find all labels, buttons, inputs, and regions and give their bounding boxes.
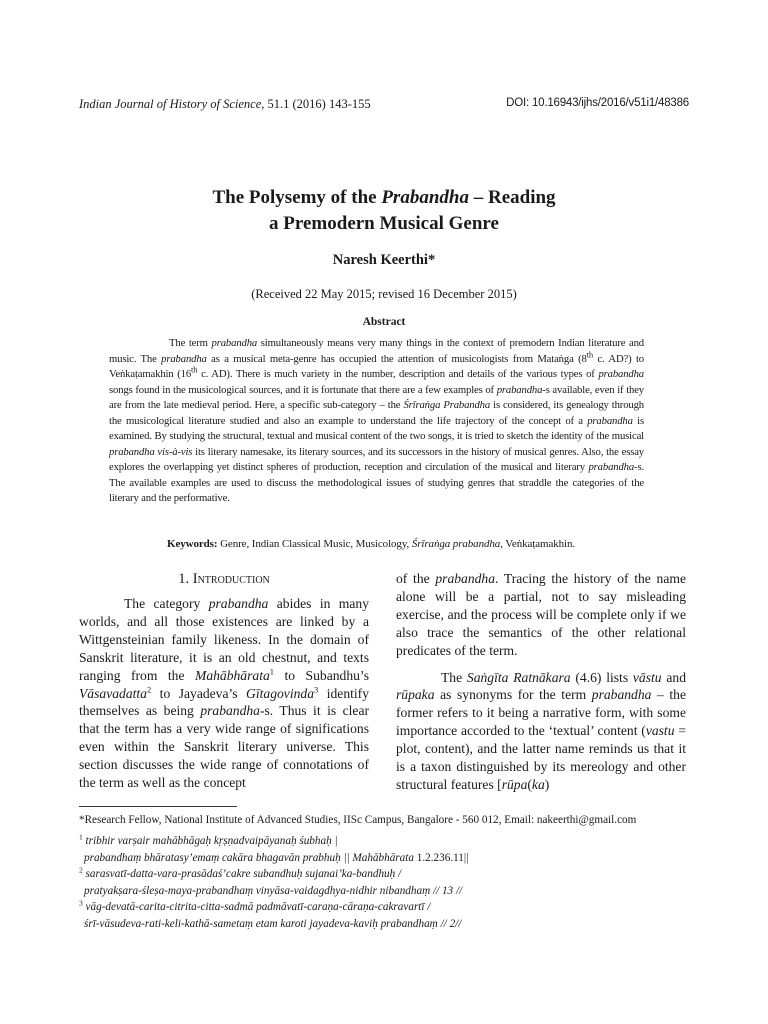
abstract-run: its literary namesake, its literary sources, and its successors in the history of musical genres. Also, the essay explores the overlapping yet distinct spheres of production, reception and circulation of the musical and literary [109,445,644,473]
author: Naresh Keerthi* [332,252,436,268]
abstract-sup: th [586,348,594,359]
footnote-text: pratyakṣara-śleṣa-maya-prabandhaṃ vinyāsa-vaidagdhya-nidhir nibandhaṃ // 13 // [84,884,463,897]
keywords-text: Śrīraṅga prabandha [411,538,501,550]
journal-volume: 51.1 (2016) 143-155 [267,97,371,111]
text-run: -s. Thus it is clear that the term has a very wide range of significations even within the Sanskrit literary universe. This section discusses the wide range of connotations of the term as well as the concept [79,703,370,791]
footnote-text: śrī-vāsudeva-rati-keli-kathā-sametaṃ etam karoti jayadeva-kaviḥ prabandhaṃ // 2// [84,917,462,930]
footnote-2 [79,866,694,899]
text-run: prabandha [591,687,652,703]
text-run: = plot, content), and the latter name reminds us that it is a taxon distinguished by its mereology and other structural features [ [396,723,686,792]
text-run: identify themselves as being [79,685,370,719]
abstract-run: prabandha [588,461,635,473]
footnote-number: 1 [79,832,83,842]
body-column-left [79,570,369,792]
abstract-run: Śrīraṅga Prabandha [403,399,491,411]
text-run: ka [531,776,545,792]
abstract-run: c. AD). There is much variety in the number, description and details of the various types of [197,368,599,380]
text-run: ( [527,776,532,792]
text-run: prabandha [208,596,269,611]
text-run: The category [124,596,209,611]
journal-name: Indian Journal of History of Science, [79,97,265,111]
abstract-run: prabandha [211,337,258,349]
title-part: The Polysemy of the [212,187,382,208]
abstract-run: songs found in the musicological sources, and it is fortunate that there are a few examples of [109,383,497,396]
abstract-heading: Abstract [362,316,406,328]
text-run: as synonyms for the term [434,687,592,703]
abstract-text [109,336,644,507]
footnote-text: sarasvatī-datta-vara-prasādaś’cakre subandhuḥ sujanai’ka-bandhuḥ / [82,868,402,880]
text-run: prabandha [435,571,496,586]
footnote-divider [79,806,237,807]
paragraph [396,570,686,660]
keywords-text: Genre, Indian Classical Music, Musicology, [217,538,412,550]
text-run: to Jayadeva’s [151,685,247,701]
keywords-label: Keywords: [167,538,218,550]
abstract-run: The term [169,337,212,349]
received-dates: (Received 22 May 2015; revised 16 December 2015) [251,287,517,301]
abstract-run: as a musical meta-genre has occupied the attention of musicologists from Mataṅga (8 [206,352,587,365]
text-run: abides in many worlds, and all those existences are linked by a Wittgensteinian family likeness. In the domain of Sanskrit literature, it is an old chestnut, and texts ranging from the [79,596,369,683]
section-number: 1. [178,571,193,587]
abstract-run: is examined. By studying the structural, textual and musical content of the two songs, it is tried to sketch the identity of the musical [109,414,644,442]
article-title [79,185,689,237]
abstract-run: c. AD?) to Veṅkaṭamakhin (16 [109,352,644,380]
abstract-run: prabandha [587,414,633,427]
text-run: to Subandhu’s [274,667,369,683]
text-run: Saṅgīta Ratnākara [466,669,571,685]
text-run: vastu [645,723,675,739]
section-title: ntroduction [197,572,270,587]
abstract-run: simultaneously means very many things in the context of premodern Indian literature and music. The [109,337,644,365]
text-run: – the former refers to it being a narrative form, with some importance accorded to the ‘textual’ content ( [396,687,686,739]
footnote-1 [79,833,694,866]
body-column-right [396,570,686,794]
text-run: ) [544,776,550,792]
text-run: . Tracing the history of the name alone will be a partial, not to say misleading exercise, and the process will be complete only if we also trace the semantics of the other relational predicates of the term. [396,571,686,658]
text-run: and [661,669,686,685]
title-line-2: a Premodern Musical Genre [269,213,499,234]
paragraph [79,595,369,792]
text-run: vāstu [632,669,662,685]
keywords-text: , Veṅkaṭamakhin. [500,538,576,550]
footnote-line-2 [79,883,694,900]
abstract-run: prabandha vis-à-vis [109,445,193,458]
keywords [109,538,644,550]
footnote-text: tribhir varṣair mahābhāgaḥ kṛṣṇadvaipāyanaḥ śubhaḥ | [82,835,338,847]
journal-citation [79,97,371,112]
text-run: Gītagovinda [246,685,315,701]
text-run: Vāsavadatta [79,685,147,701]
footnote-ref[interactable]: 2 [146,684,152,694]
text-run: rūpaka [396,687,435,703]
footnote-3 [79,899,694,932]
text-run: rūpa [501,776,528,792]
abstract-run: -s. The available examples are used to discuss the methodological issues of studying genres that straddle the categories of the literary and the performative. [109,461,644,504]
text-run: (4.6) lists [570,669,633,685]
abstract-run: -s available, even if they are from the late medieval period. Here, a specific sub-category – the [109,383,644,411]
section-initial: I [192,571,198,587]
title-emphasis: Prabandha [381,187,469,208]
text-run: The [441,669,467,685]
text-run: prabandha [200,703,260,719]
title-part: – Reading [468,187,556,208]
abstract-run: prabandha [598,368,644,380]
abstract-run: is considered, its genealogy through the musicological literature studied and also an example to understand the life trajectory of the concept of a [109,399,644,427]
section-heading [79,570,369,589]
footnote-line-2 [79,850,694,867]
footnote-number: 3 [79,898,83,908]
abstract-sup: th [191,364,198,375]
footnote-line-2 [79,916,694,933]
abstract-run: prabandha [161,352,207,365]
text-run: of the [396,571,436,586]
footnote-number: 2 [79,865,83,875]
footnote-text: prabandhaṃ bhāratasy’emaṃ cakāra bhagavān prabhuḥ || [84,851,353,864]
footnote-text: 1.2.236.11|| [413,851,469,864]
text-run: Mahābhārata [195,667,270,683]
footnote-text: Mahābhārata [352,851,414,864]
footnote-text: vāg-devatā-carita-citrita-citta-sadmā padmāvatī-caraṇa-cāraṇa-cakravartī / [82,901,431,913]
footnote-affiliation: *Research Fellow, National Institute of Advanced Studies, IISc Campus, Bangalore - 560 012, Email: nakeerthi@gmail.com [79,814,637,826]
doi: DOI: 10.16943/ijhs/2016/v51i1/48386 [506,97,689,109]
footnote-ref[interactable]: 1 [269,666,275,677]
abstract-run: prabandha [496,383,543,396]
paragraph [396,669,686,794]
footnote-ref[interactable]: 3 [314,684,319,694]
